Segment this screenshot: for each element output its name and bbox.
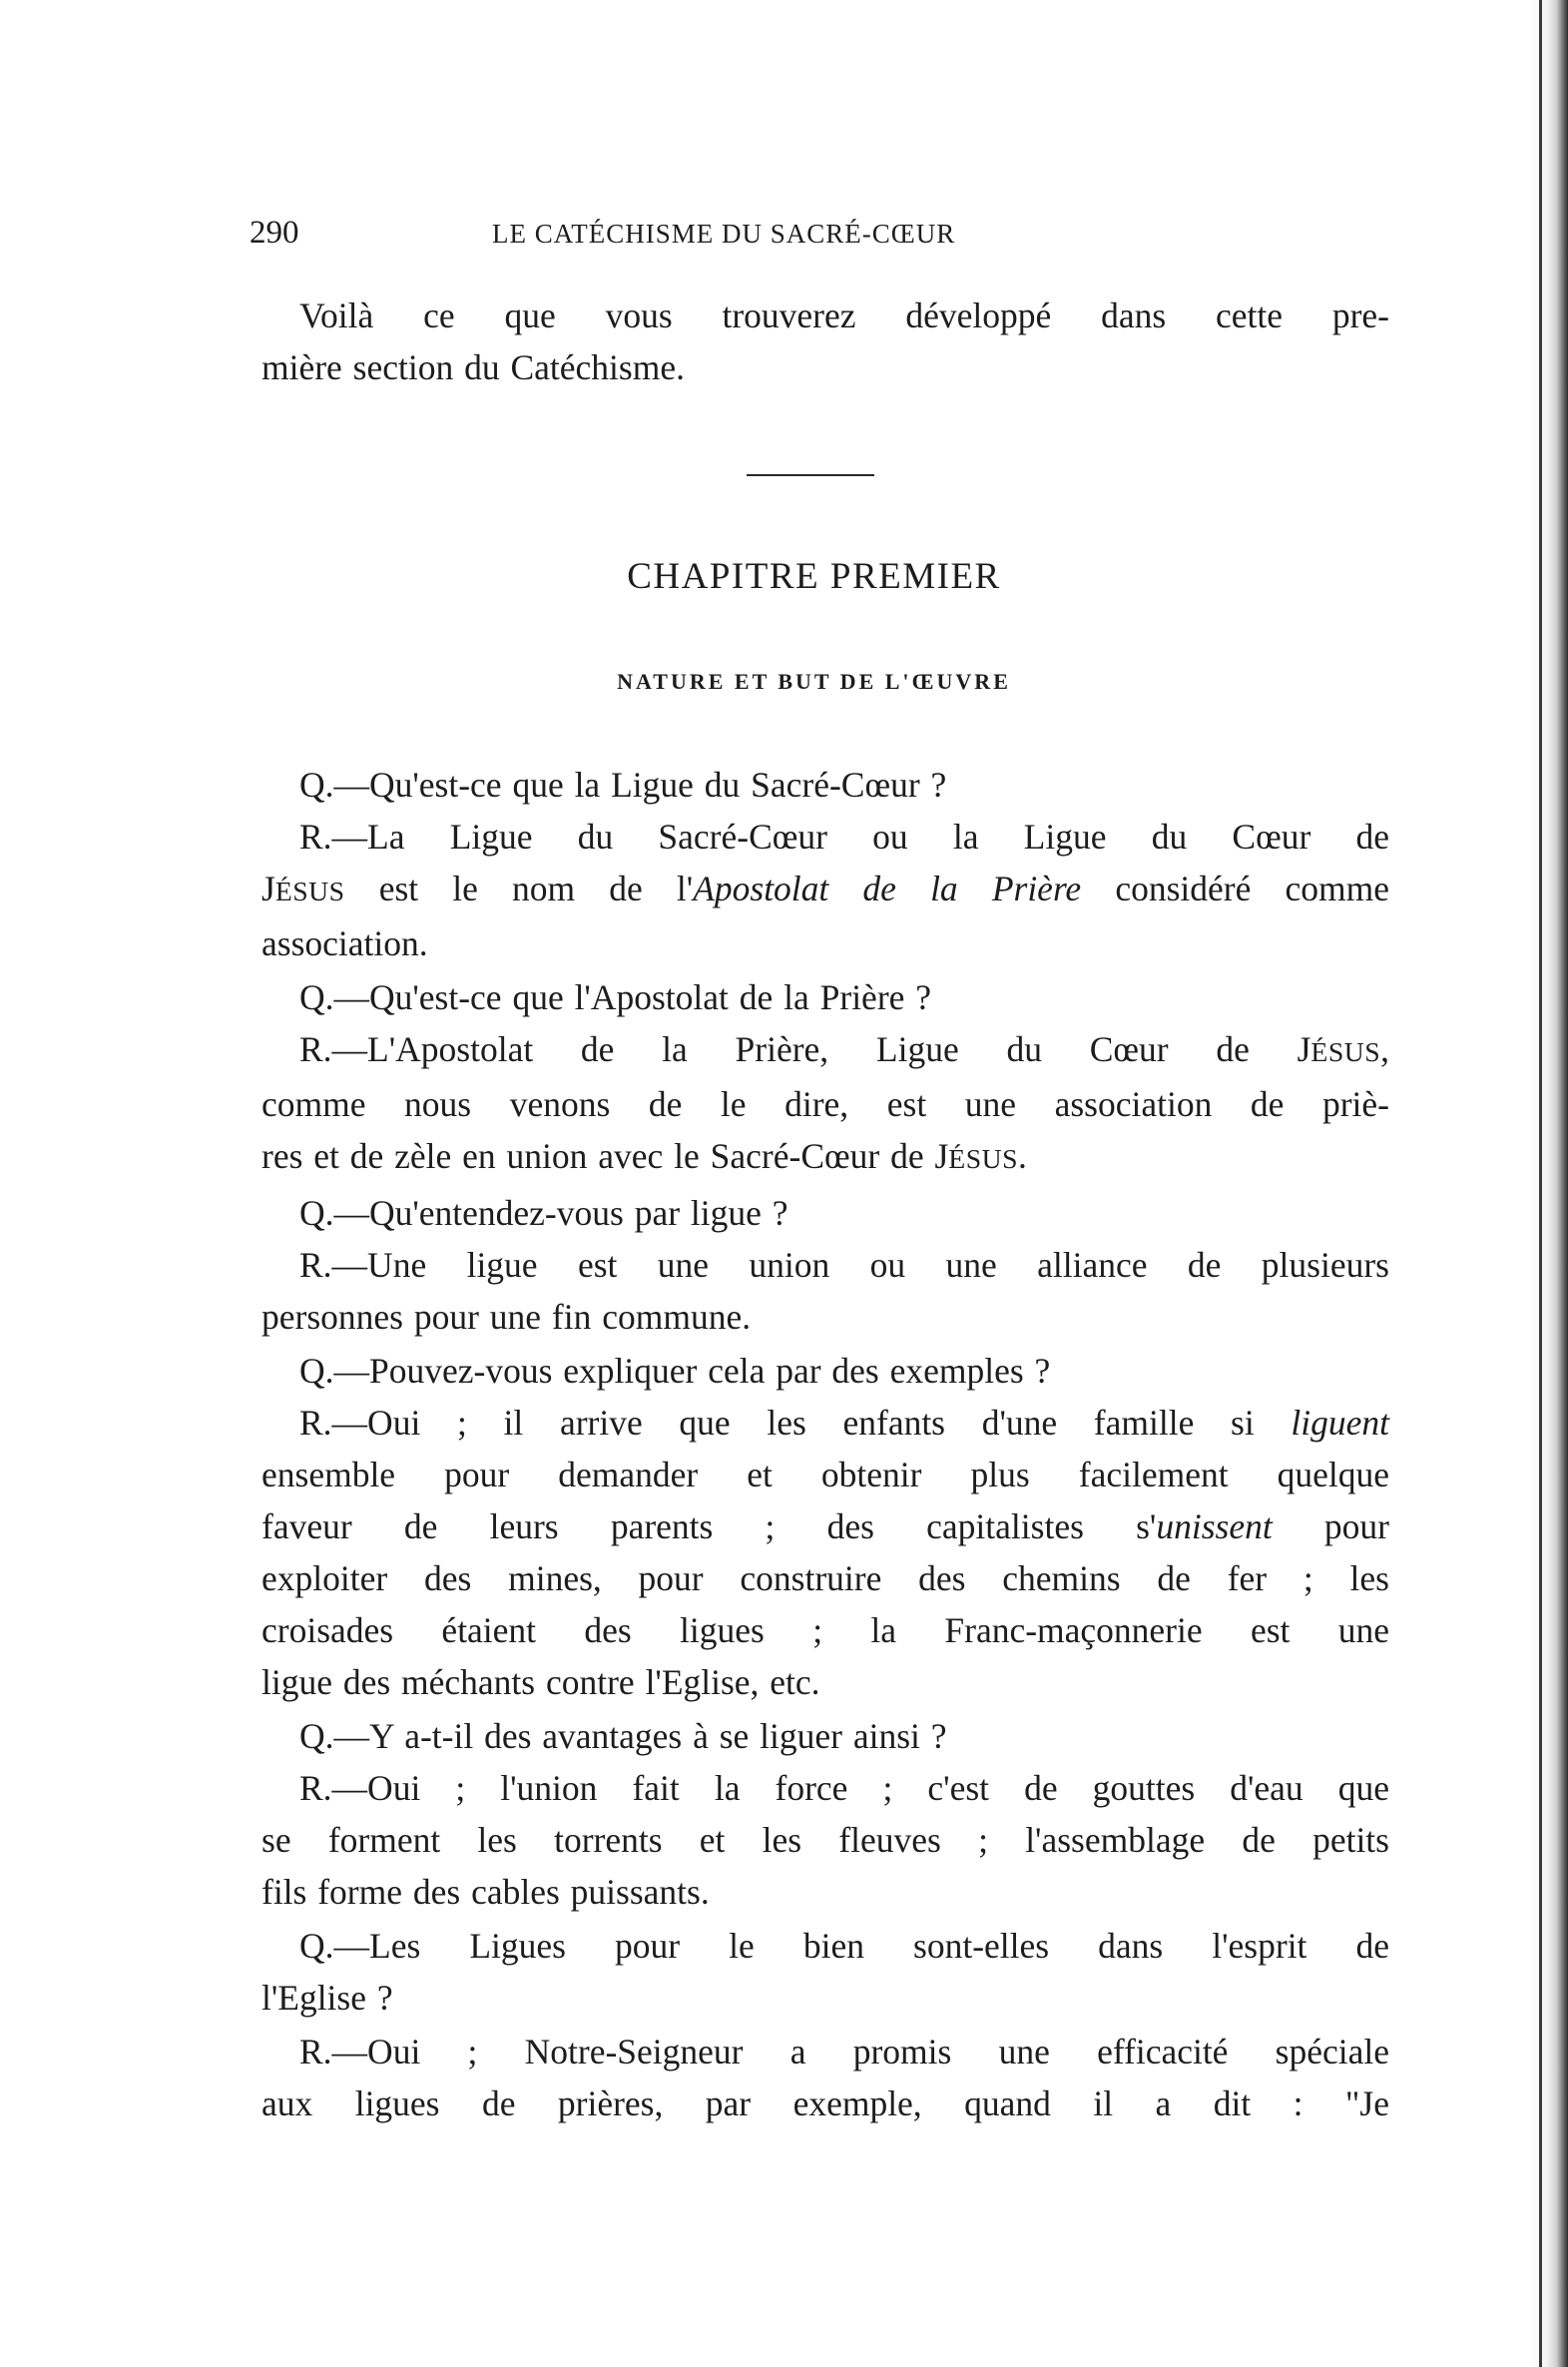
answer-1-jesus-smallcaps: ÉSUS — [274, 876, 345, 906]
answer-6-line-1: R.—Oui ; Notre-Seigneur a promis une efficacité spéciale — [299, 2032, 1389, 2071]
question-1-line: Q.—Qu'est-ce que la Ligue du Sacré-Cœur ? — [299, 765, 947, 805]
question-4 — [261, 1345, 1389, 1397]
answer-1-italic-apostolat: Apostolat de la Prière — [693, 869, 1082, 908]
answer-2-jesus-smallcaps-2: ÉSUS — [948, 1143, 1018, 1174]
answer-5 — [261, 1762, 1389, 1918]
answer-3-line-1: R.—Une ligue est une union ou une alliance de plusieurs — [299, 1245, 1389, 1285]
answer-4-line-5: croisades étaient des ligues ; la Franc-maçonnerie est une — [261, 1610, 1389, 1650]
question-3-line: Q.—Qu'entendez-vous par ligue ? — [299, 1193, 788, 1233]
page-number: 290 — [250, 215, 299, 251]
question-5-line: Q.—Y a-t-il des avantages à se liguer ainsi ? — [299, 1716, 947, 1756]
answer-4-line-4: exploiter des mines, pour construire des chemins de fer ; les — [261, 1558, 1389, 1598]
answer-4-line-6: ligue des méchants contre l'Eglise, etc. — [261, 1662, 820, 1702]
question-4-line: Q.—Pouvez-vous expliquer cela par des exemples ? — [299, 1351, 1051, 1391]
answer-2-line-1-end: , — [1380, 1029, 1389, 1069]
binding-edge-shadow — [1530, 0, 1568, 2367]
intro-paragraph — [261, 290, 1389, 393]
answer-2-line-3 — [261, 1130, 1389, 1185]
answer-4 — [261, 1397, 1389, 1708]
question-2 — [261, 971, 1389, 1023]
question-6-line-2: l'Eglise ? — [261, 1978, 393, 2018]
question-2-line: Q.—Qu'est-ce que l'Apostolat de la Prière ? — [299, 977, 932, 1017]
answer-2-line-2: comme nous venons de le dire, est une association de priè- — [261, 1084, 1389, 1124]
question-6-line-1: Q.—Les Ligues pour le bien sont-elles dans l'esprit de — [299, 1926, 1389, 1966]
answer-4-line-2: ensemble pour demander et obtenir plus facilement quelque — [261, 1455, 1389, 1494]
answer-1 — [261, 811, 1389, 969]
answer-2-line-1-text: R.—L'Apostolat de la Prière, Ligue du Cœur de J — [299, 1029, 1311, 1069]
answer-2-jesus-smallcaps: ÉSUS — [1310, 1036, 1381, 1067]
answer-4-italic-liguent: liguent — [1291, 1403, 1389, 1443]
intro-line-2: mière section du Catéchisme. — [261, 347, 685, 387]
answer-4-line-3-end: pour — [1272, 1506, 1389, 1546]
running-title: LE CATÉCHISME DU SACRÉ-CŒUR — [492, 219, 956, 249]
intro-line-1: Voilà ce que vous trouverez développé dans cette pre- — [299, 296, 1389, 335]
answer-2-line-3-text: res et de zèle en union avec le Sacré-Cœur de J — [261, 1136, 949, 1176]
question-6 — [261, 1920, 1389, 2024]
answer-1-line-2-end: considéré comme — [1081, 869, 1389, 908]
answer-3 — [261, 1239, 1389, 1343]
answer-2-line-3-end: . — [1018, 1136, 1027, 1176]
answer-6 — [261, 2026, 1389, 2129]
answer-4-line-1 — [261, 1397, 1389, 1449]
question-1 — [261, 759, 1389, 811]
question-5 — [261, 1710, 1389, 1762]
answer-1-jesus-initial: J — [261, 869, 275, 908]
answer-1-line-2-mid: est le nom de l' — [344, 869, 694, 908]
answer-1-line-2 — [261, 863, 1389, 917]
answer-2-line-1 — [261, 1023, 1389, 1078]
question-3 — [261, 1187, 1389, 1239]
answer-1-line-1: R.—La Ligue du Sacré-Cœur ou la Ligue du Cœur de — [299, 817, 1389, 857]
answer-5-line-3: fils forme des cables puissants. — [261, 1872, 710, 1912]
answer-6-line-2: aux ligues de prières, par exemple, quand il a dit : "Je — [261, 2083, 1389, 2123]
answer-1-line-3: association. — [261, 923, 428, 963]
section-title: NATURE ET BUT DE L'ŒUVRE — [617, 669, 1011, 694]
answer-4-line-3-text: faveur de leurs parents ; des capitalistes s' — [261, 1506, 1157, 1546]
answer-3-line-2: personnes pour une fin commune. — [261, 1297, 752, 1337]
answer-5-line-2: se forment les torrents et les fleuves ; l'assemblage de petits — [261, 1820, 1389, 1860]
answer-4-line-1-text: R.—Oui ; il arrive que les enfants d'une famille si — [299, 1403, 1292, 1443]
answer-2 — [261, 1023, 1389, 1185]
answer-4-line-3 — [261, 1500, 1389, 1552]
binding-line — [1539, 0, 1542, 2367]
qa-body — [261, 759, 1389, 2129]
running-head — [250, 215, 1108, 261]
answer-5-line-1: R.—Oui ; l'union fait la force ; c'est de gouttes d'eau que — [299, 1768, 1389, 1808]
chapter-title: CHAPITRE PREMIER — [627, 556, 1001, 597]
answer-4-italic-unissent: unissent — [1156, 1506, 1273, 1546]
section-divider — [747, 474, 874, 476]
